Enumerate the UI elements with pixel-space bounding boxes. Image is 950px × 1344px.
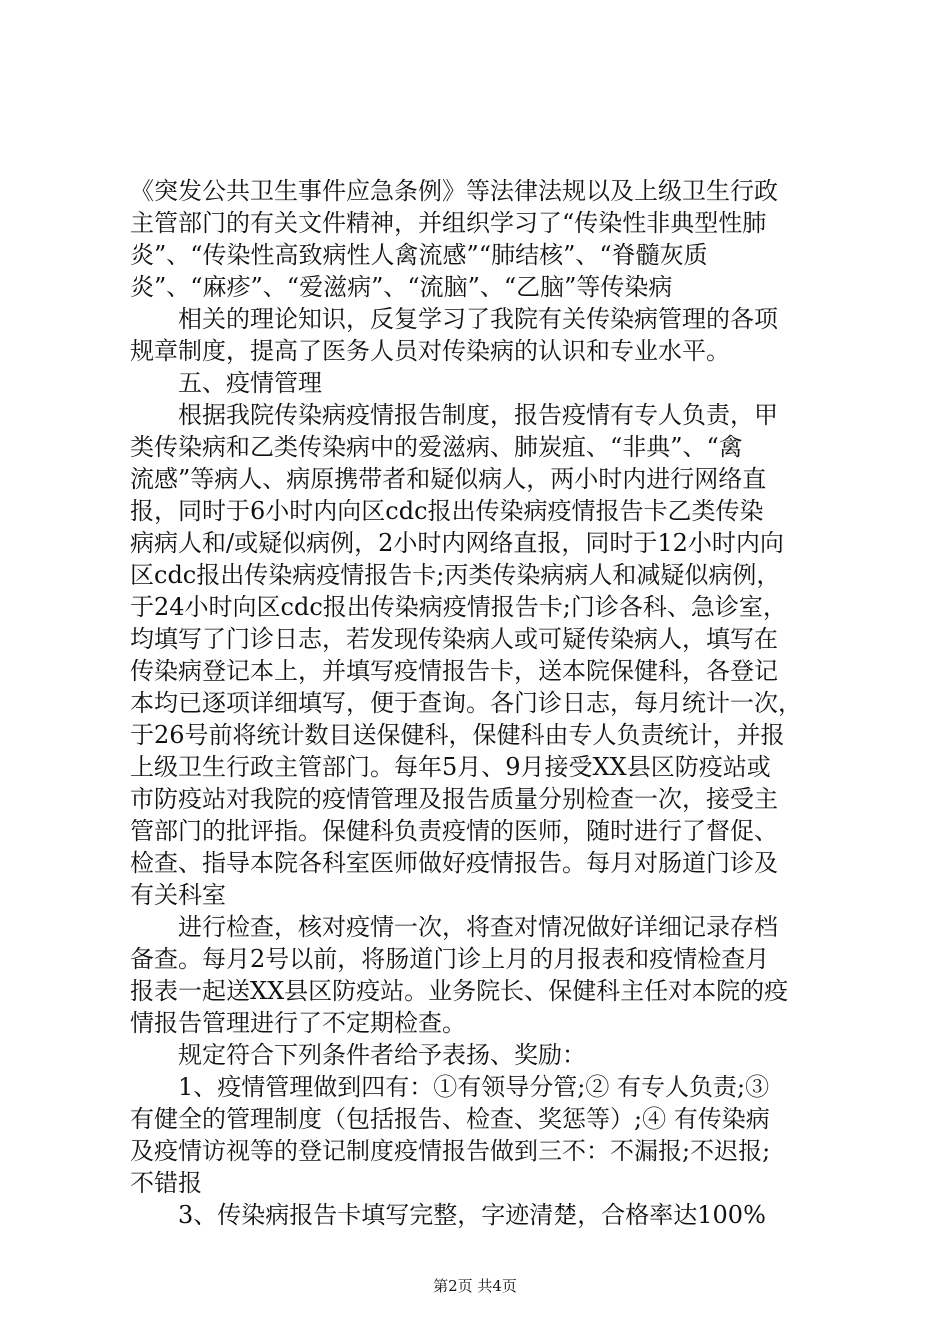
text-line: 规定符合下列条件者给予表扬、奖励：	[178, 1041, 586, 1069]
text-line: 炎”、“传染性高致病性人禽流感”“肺结核”、“脊髓灰质	[130, 241, 708, 269]
text-line: 类传染病和乙类传染病中的爱滋病、肺炭疽、“非典”、“禽	[130, 433, 743, 461]
page-number: 第2页 共4页	[433, 1277, 517, 1295]
text-line: 不错报	[130, 1169, 202, 1197]
text-line: 病病人和/或疑似病例，2小时内网络直报，同时于12小时内向	[130, 529, 784, 557]
text-line: 有健全的管理制度（包括报告、检查、奖惩等）;④ 有传染病	[130, 1105, 770, 1133]
text-line: 有关科室	[130, 881, 226, 909]
text-line: 区cdc报出传染病疫情报告卡;丙类传染病病人和减疑似病例，	[130, 561, 781, 589]
text-line: 主管部门的有关文件精神，并组织学习了“传染性非典型性肺	[130, 209, 767, 237]
text-line: 规章制度，提高了医务人员对传染病的认识和专业水平。	[130, 337, 730, 365]
text-line: 市防疫站对我院的疫情管理及报告质量分别检查一次，接受主	[130, 785, 778, 813]
text-line: 报，同时于6小时内向区cdc报出传染病疫情报告卡乙类传染	[130, 497, 764, 525]
text-line: 传染病登记本上，并填写疫情报告卡，送本院保健科，各登记	[130, 657, 778, 685]
text-line: 炎”、“麻疹”、“爱滋病”、“流脑”、“乙脑”等传染病	[130, 273, 673, 301]
text-line: 本均已逐项详细填写，便于查询。各门诊日志，每月统计一次，	[130, 689, 802, 717]
list-item: 1、疫情管理做到四有：①有领导分管;② 有专人负责;③	[178, 1073, 770, 1101]
text-line: 根据我院传染病疫情报告制度，报告疫情有专人负责，甲	[178, 401, 778, 429]
list-item: 3、传染病报告卡填写完整，字迹清楚，合格率达100%	[178, 1201, 766, 1229]
text-line: 及疫情访视等的登记制度疫情报告做到三不：不漏报;不迟报;	[130, 1137, 771, 1165]
text-line: 《突发公共卫生事件应急条例》等法律法规以及上级卫生行政	[130, 177, 778, 205]
text-line: 报表一起送XX县区防疫站。业务院长、保健科主任对本院的疫	[130, 977, 789, 1005]
text-line: 检查、指导本院各科室医师做好疫情报告。每月对肠道门诊及	[130, 849, 778, 877]
text-line: 相关的理论知识，反复学习了我院有关传染病管理的各项	[178, 305, 778, 333]
text-line: 于24小时向区cdc报出传染病疫情报告卡;门诊各科、急诊室，	[130, 593, 787, 621]
text-line: 均填写了门诊日志，若发现传染病人或可疑传染病人，填写在	[130, 625, 778, 653]
section-heading: 五、疫情管理	[178, 369, 322, 397]
text-line: 上级卫生行政主管部门。每年5月、9月接受XX县区防疫站或	[130, 753, 771, 781]
text-line: 情报告管理进行了不定期检查。	[130, 1009, 466, 1037]
text-line: 管部门的批评指。保健科负责疫情的医师，随时进行了督促、	[130, 817, 778, 845]
text-line: 备查。每月2号以前，将肠道门诊上月的月报表和疫情检查月	[130, 945, 770, 973]
text-line: 于26号前将统计数目送保健科，保健科由专人负责统计，并报	[130, 721, 785, 749]
text-line: 进行检查，核对疫情一次，将查对情况做好详细记录存档	[178, 913, 778, 941]
text-line: 流感”等病人、病原携带者和疑似病人，两小时内进行网络直	[130, 465, 767, 493]
